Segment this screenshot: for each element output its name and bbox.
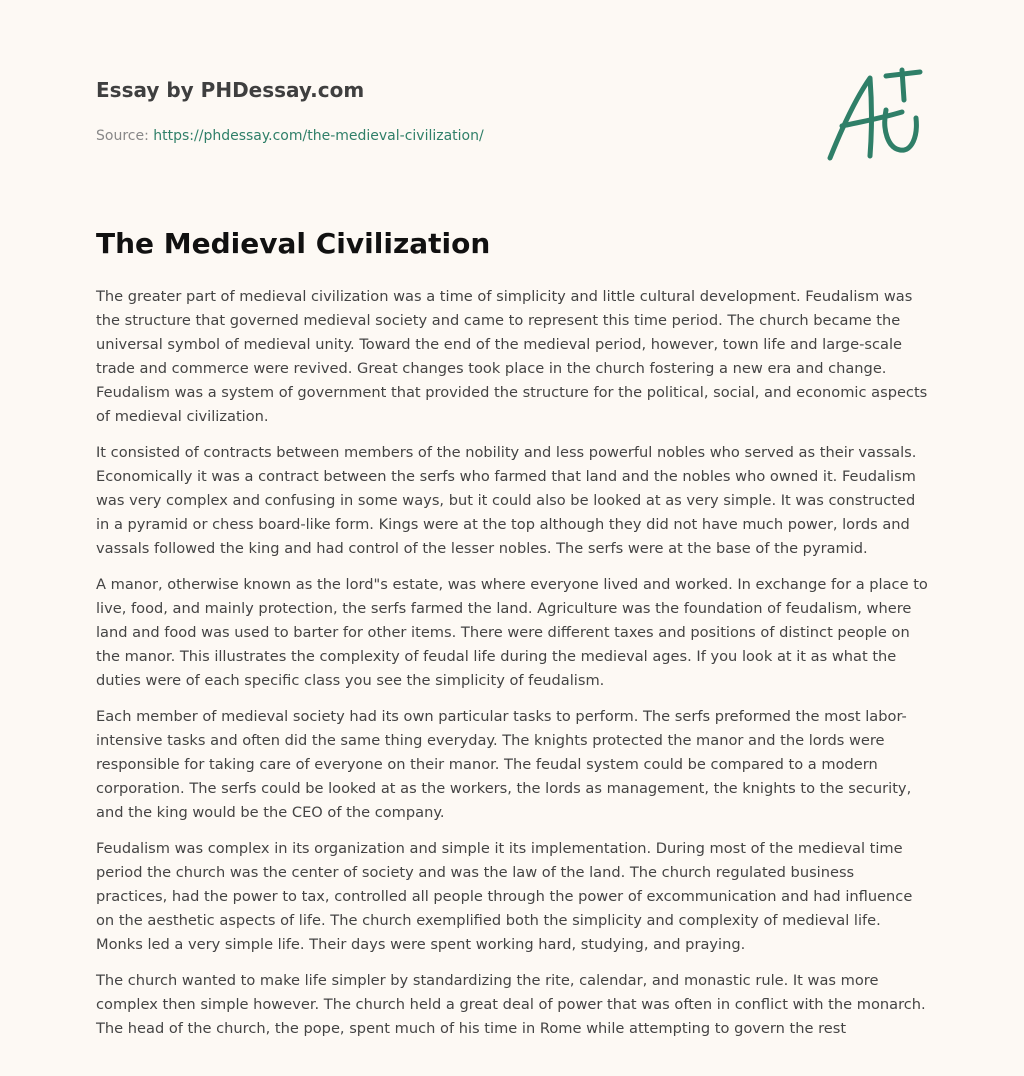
source-label: Source: [96, 128, 154, 144]
essay-paragraph: Each member of medieval society had its own particular tasks to perform. The serfs preformed the most labor-intensive tasks and often did the same thing everyday. The knights protected the manor and the lords were responsible for taking care of everyone on their manor. The feudal system could be compared to a modern corporation. The serfs could be looked at as the workers, the lords as management, the knights to the security, and the king would be the CEO of the company. [96, 708, 912, 821]
essay-paragraph: The church wanted to make life simpler by standardizing the rite, calendar, and monastic rule. It was more complex then simple however. The church held a great deal of power that was often in conflict with the monarch. The head of the church, the pope, spent much of his time in Rome while attempting to govern the rest [96, 972, 926, 1037]
site-title: Essay by PHDessay.com [96, 78, 365, 102]
source-line [96, 126, 836, 146]
source-link[interactable]: https://phdessay.com/the-medieval-civilization/ [153, 128, 484, 144]
essay-body [96, 285, 928, 1053]
a-plus-grade-logo-icon [820, 66, 930, 166]
essay-paragraph: It consisted of contracts between members of the nobility and less powerful nobles who served as their vassals. Economically it was a contract between the serfs who farmed that land and the nobles who owned it. Feudalism was very complex and confusing in some ways, but it could also be looked at as very simple. It was constructed in a pyramid or chess board-like form. Kings were at the top although they did not have much power, lords and vassals followed the king and had control of the lesser nobles. The serfs were at the base of the pyramid. [96, 444, 917, 557]
essay-paragraph: Feudalism was complex in its organization and simple it its implementation. During most of the medieval time period the church was the center of society and was the law of the land. The church regulated business practices, had the power to tax, controlled all people through the power of excommunication and had influence on the aesthetic aspects of life. The church exemplified both the simplicity and complexity of medieval life. Monks led a very simple life. Their days were spent working hard, studying, and praying. [96, 840, 913, 953]
essay-paragraph: A manor, otherwise known as the lord"s estate, was where everyone lived and worked. In exchange for a place to live, food, and mainly protection, the serfs farmed the land. Agriculture was the foundation of feudalism, where land and food was used to barter for other items. There were different taxes and positions of distinct people on the manor. This illustrates the complexity of feudal life during the medieval ages. If you look at it as what the duties were of each specific class you see the simplicity of feudalism. [96, 576, 928, 689]
page-header [96, 76, 836, 146]
essay-paragraph: The greater part of medieval civilization was a time of simplicity and little cultural development. Feudalism was the structure that governed medieval society and came to represent this time period. The church became the universal symbol of medieval unity. Toward the end of the medieval period, however, town life and large-scale trade and commerce were revived. Great changes took place in the church fostering a new era and change. Feudalism was a system of government that provided the structure for the political, social, and economic aspects of medieval civilization. [96, 288, 928, 425]
essay-title: The Medieval Civilization [96, 227, 491, 260]
